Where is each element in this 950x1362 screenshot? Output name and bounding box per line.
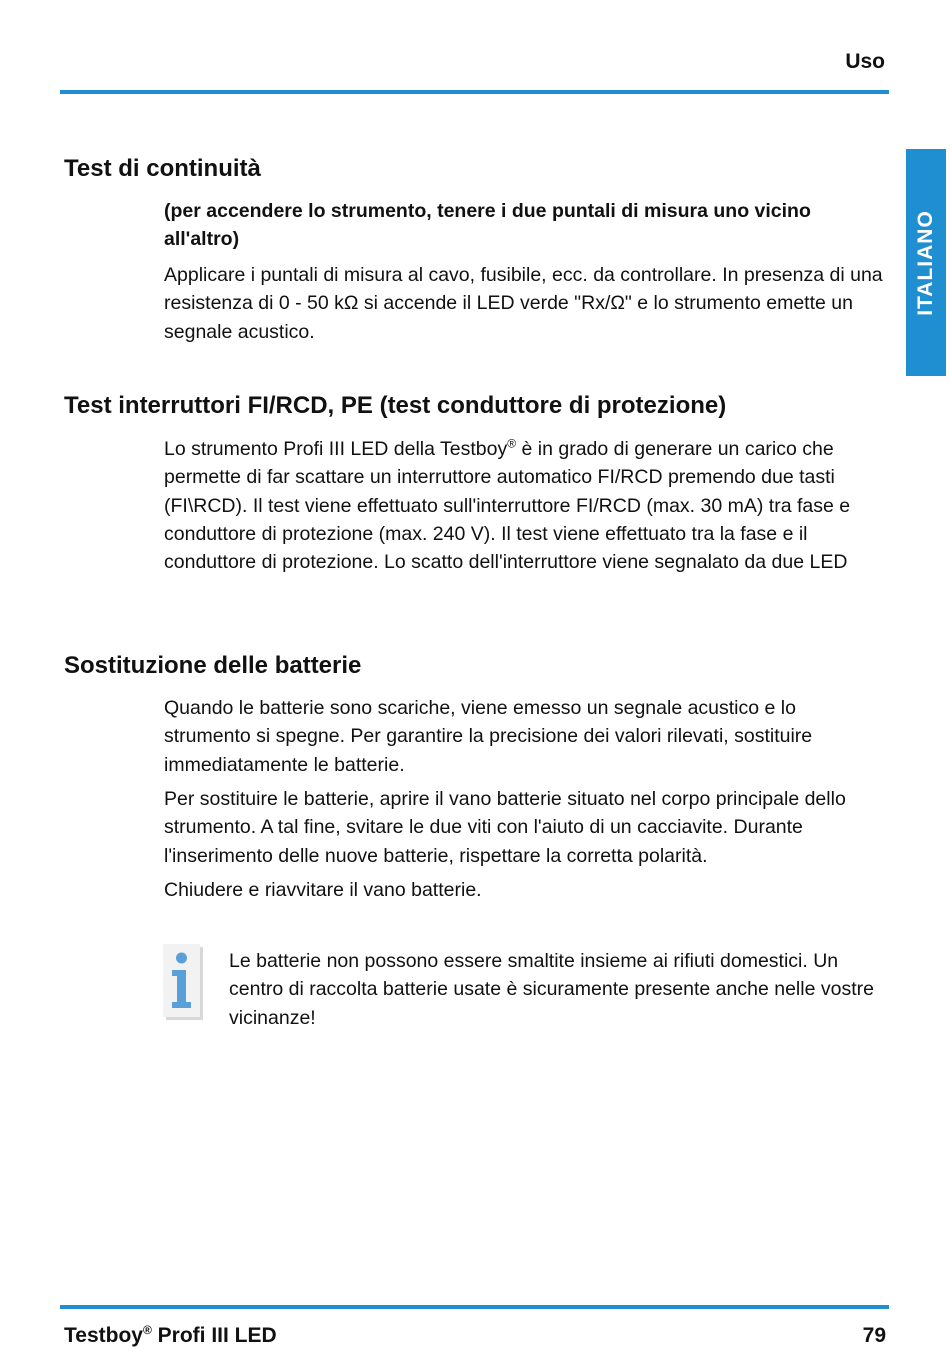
footer-registered-mark: ® [142, 1323, 152, 1337]
continuity-body: Applicare i puntali di misura al cavo, fusibile, ecc. da controllare. In presenza di una resistenza di 0 - 50 kΩ si accende il LED verde "Rx/Ω" e lo strumento emette un segnale acustico. [164, 264, 883, 343]
rcd-body-pre: Lo strumento Profi III LED della Testboy [164, 438, 508, 460]
footer-rule [60, 1305, 889, 1309]
battery-paragraph-1: Quando le batterie sono scariche, viene emesso un segnale acustico e lo strumento si spegne. Per garantire la precisione dei valori rilevati, sostituire immediatamente le batterie. [164, 697, 813, 776]
section-title-battery: Sostituzione delle batterie [64, 652, 362, 679]
section-title-continuity: Test di continuità [64, 155, 261, 182]
footer-brand: Testboy [64, 1324, 143, 1347]
section-title-rcd-test: Test interruttori FI/RCD, PE (test conduttore di protezione) [64, 392, 727, 419]
registered-mark: ® [507, 436, 517, 451]
language-tab [906, 149, 946, 376]
header-section-title: Uso [845, 50, 885, 73]
footer-product-title [64, 1324, 277, 1348]
info-icon [163, 944, 203, 1020]
battery-paragraph-3: Chiudere e riavvitare il vano batterie. [164, 879, 482, 901]
battery-disposal-note: Le batterie non possono essere smaltite insieme ai rifiuti domestici. Un centro di raccolta batterie usate è sicuramente presente anche nelle vostre vicinanze! [229, 950, 874, 1029]
battery-paragraph-2: Per sostituire le batterie, aprire il vano batterie situato nel corpo principale dello strumento. A tal fine, svitare le due viti con l'aiuto di un cacciavite. Durante l'inserimento delle nuove batterie, rispettare la corretta polarità. [164, 788, 846, 867]
footer-product: Profi III LED [151, 1324, 277, 1347]
rcd-test-body [164, 435, 884, 576]
rcd-body-post: è in grado di generare un carico che permette di far scattare un interruttore automatico FI/RCD premendo due tasti (FI\RCD). Il test viene effettuato sull'interruttore FI/RCD (max. 30 mA) tra fase e conduttore di protezione (max. 240 V). Il test viene effettuato tra la fase e il conduttore di protezione. Lo scatto dell'interruttore viene segnalato da due LED [164, 438, 851, 574]
language-tab-label: ITALIANO [914, 209, 937, 316]
header-rule [60, 90, 889, 94]
continuity-subtitle: (per accendere lo strumento, tenere i due puntali di misura uno vicino all'altro) [164, 200, 811, 251]
page-number: 79 [862, 1324, 886, 1347]
